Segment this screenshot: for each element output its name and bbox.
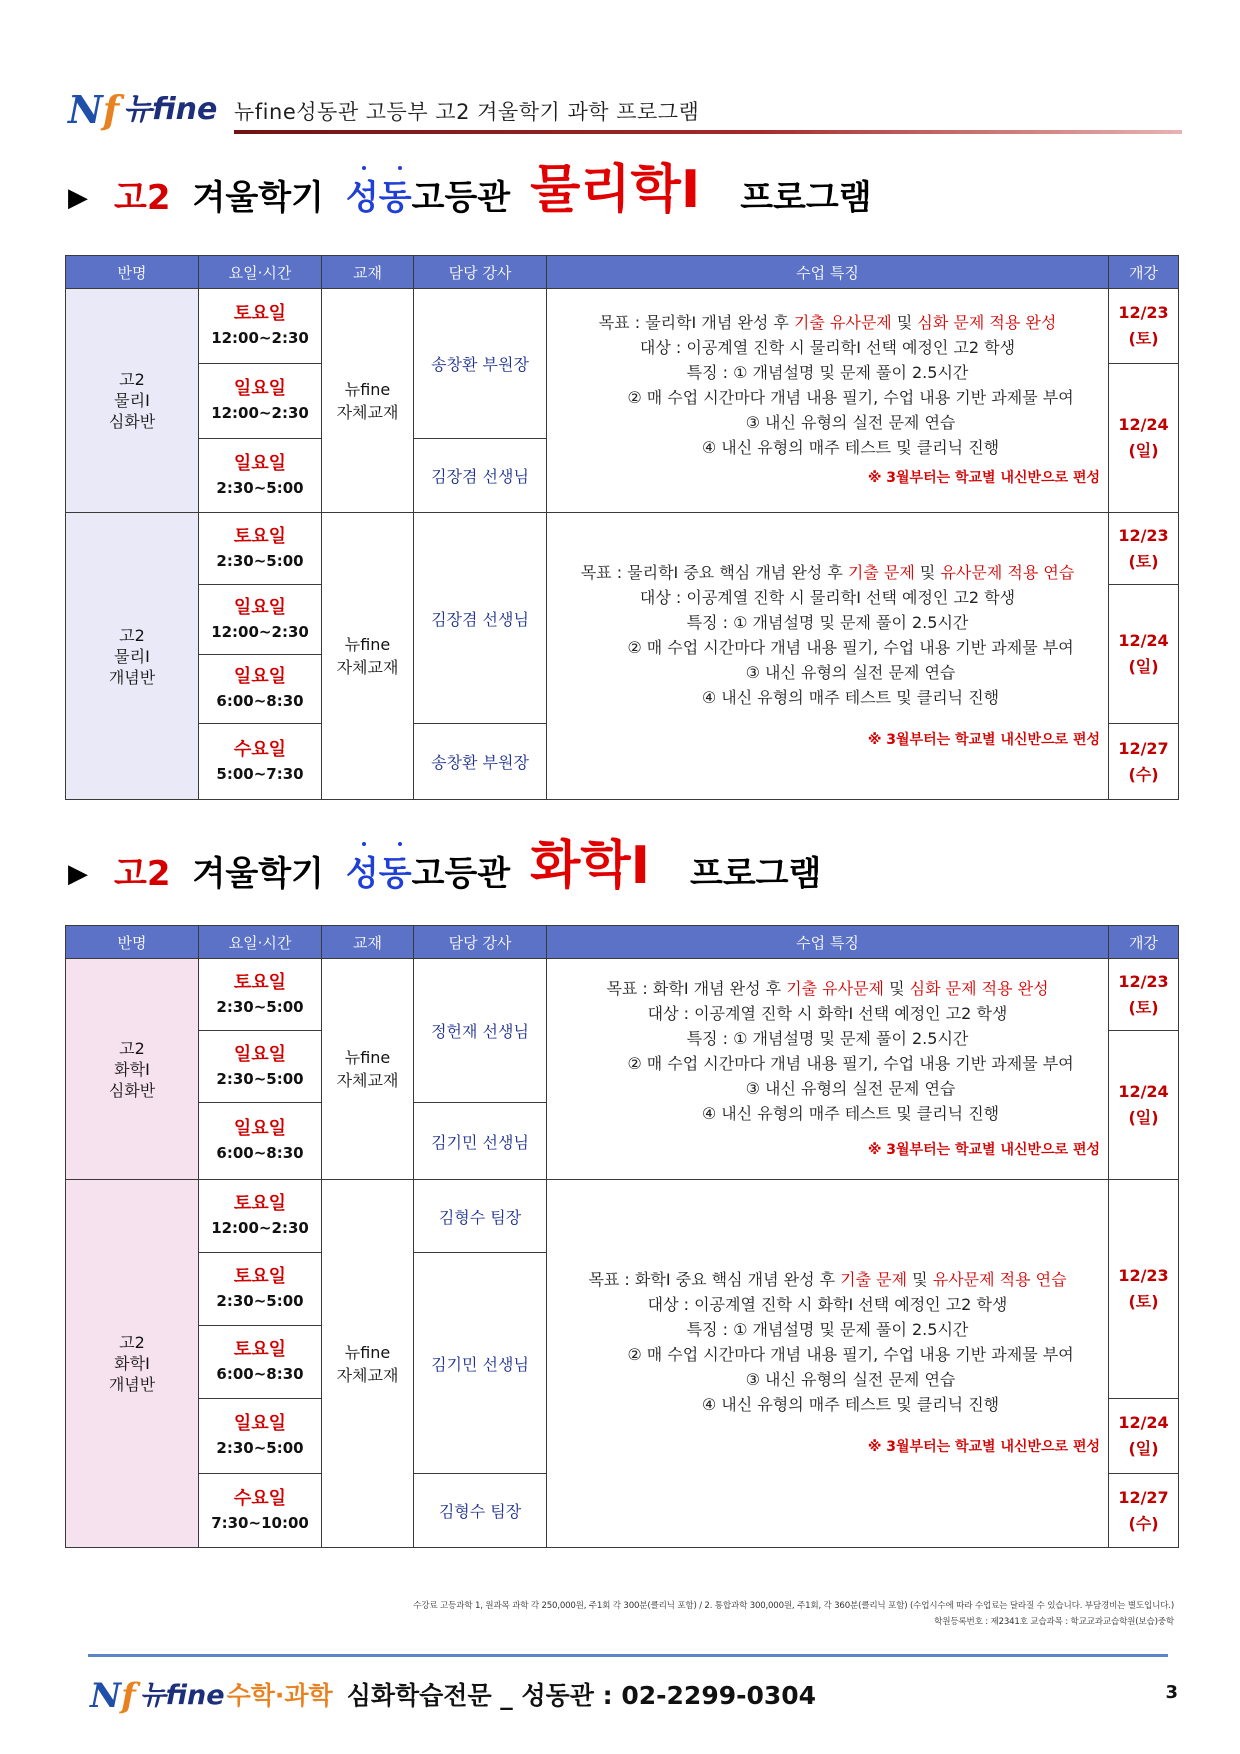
class-name-cell: 고2 화학Ⅰ 심화반 bbox=[66, 959, 199, 1180]
col-header-class: 반명 bbox=[66, 926, 199, 959]
logo-text: 뉴fine bbox=[123, 92, 218, 127]
header-divider bbox=[234, 130, 1182, 134]
class-name-cell: 고2 화학Ⅰ 개념반 bbox=[66, 1180, 199, 1548]
class-name-cell: 고2 물리Ⅰ 개념반 bbox=[66, 513, 199, 800]
col-header-open: 개강 bbox=[1109, 256, 1179, 289]
fee-line: 수강료 고등과학 1, 원과목 과학 각 250,000원, 주1회 각 300분(클리닉 포함) / 2. 통합과학 300,000원, 주1회, 각 360분(클리닉 포함) (수업시수에 따라 수업료는 달라질 수 있습니다. 부담경비는 별도입니다.) bbox=[413, 1601, 1174, 1611]
page-footer bbox=[90, 1670, 816, 1714]
day-time-cell: 토요일 12:00~2:30 bbox=[199, 289, 322, 364]
day-time-cell: 일요일 12:00~2:30 bbox=[199, 364, 322, 439]
teacher-cell: 김형수 팀장 bbox=[414, 1180, 547, 1253]
col-header-features: 수업 특징 bbox=[547, 926, 1109, 959]
day-time-cell: 일요일 2:30~5:00 bbox=[199, 1031, 322, 1103]
campus-label: 성동 bbox=[346, 854, 412, 894]
table-row bbox=[66, 1180, 1179, 1253]
subject-label: 물리학Ⅰ bbox=[530, 160, 701, 220]
day-time-cell: 일요일 12:00~2:30 bbox=[199, 585, 322, 655]
teacher-cell: 김장겸 선생님 bbox=[414, 439, 547, 513]
page-number: 3 bbox=[1165, 1682, 1178, 1703]
col-header-book: 교재 bbox=[322, 926, 414, 959]
class-features-cell: 목표 : 물리학Ⅰ 개념 완성 후 기출 유사문제 및 심화 문제 적용 완성 대상 : 이공계열 진학 시 물리학Ⅰ 선택 예정인 고2 학생 특징 : ① 개념설명 및 문제 풀이 2.5시간 ② 매 수업 시간마다 개념 내용 필기, 수업 내용 기반 과제물 부여 ③ 내신 유형의 실전 문제 연습 ④ 내신 유형의 매주 테스트 및 클리닉 진행 ※ 3월부터는 학교별 내신반으로 편성 bbox=[547, 289, 1109, 513]
col-header-open: 개강 bbox=[1109, 926, 1179, 959]
grade-label: 고2 bbox=[114, 854, 171, 894]
class-features-cell: 목표 : 물리학Ⅰ 중요 핵심 개념 완성 후 기출 문제 및 유사문제 적용 연습 대상 : 이공계열 진학 시 물리학Ⅰ 선택 예정인 고2 학생 특징 : ① 개념설명 및 문제 풀이 2.5시간 ② 매 수업 시간마다 개념 내용 필기, 수업 내용 기반 과제물 부여 ③ 내신 유형의 실전 문제 연습 ④ 내신 유형의 매주 테스트 및 클리닉 진행 ※ 3월부터는 학교별 내신반으로 편성 bbox=[547, 513, 1109, 800]
note-text: ※ 3월부터는 학교별 내신반으로 편성 bbox=[867, 1141, 1100, 1158]
footer-subjects: 수학·과학 bbox=[226, 1681, 333, 1710]
col-header-time: 요일·시간 bbox=[199, 926, 322, 959]
textbook-cell: 뉴fine 자체교재 bbox=[322, 959, 414, 1180]
teacher-cell: 정헌재 선생님 bbox=[414, 959, 547, 1103]
class-name-cell: 고2 물리Ⅰ 심화반 bbox=[66, 289, 199, 513]
open-date-cell: 12/27 (수) bbox=[1109, 1474, 1179, 1548]
col-header-features: 수업 특징 bbox=[547, 256, 1109, 289]
program-label: 프로그램 bbox=[740, 178, 872, 218]
teacher-cell: 김기민 선생님 bbox=[414, 1103, 547, 1180]
class-features-cell: 목표 : 화학Ⅰ 개념 완성 후 기출 유사문제 및 심화 문제 적용 완성 대상 : 이공계열 진학 시 화학Ⅰ 선택 예정인 고2 학생 특징 : ① 개념설명 및 문제 풀이 2.5시간 ② 매 수업 시간마다 개념 내용 필기, 수업 내용 기반 과제물 부여 ③ 내신 유형의 실전 문제 연습 ④ 내신 유형의 매주 테스트 및 클리닉 진행 ※ 3월부터는 학교별 내신반으로 편성 bbox=[547, 959, 1109, 1180]
header-title: 뉴fine성동관 고등부 고2 겨울학기 과학 프로그램 bbox=[234, 100, 700, 124]
chemistry-section-title bbox=[68, 838, 821, 894]
registration-line: 학원등록번호 : 제2341호 교습과목 : 학교교과교습학원(보습)중학 bbox=[934, 1617, 1174, 1627]
class-features-cell: 목표 : 화학Ⅰ 중요 핵심 개념 완성 후 기출 문제 및 유사문제 적용 연습 대상 : 이공계열 진학 시 화학Ⅰ 선택 예정인 고2 학생 특징 : ① 개념설명 및 문제 풀이 2.5시간 ② 매 수업 시간마다 개념 내용 필기, 수업 내용 기반 과제물 부여 ③ 내신 유형의 실전 문제 연습 ④ 내신 유형의 매주 테스트 및 클리닉 진행 ※ 3월부터는 학교별 내신반으로 편성 bbox=[547, 1180, 1109, 1548]
nf-logo-mark: Nf bbox=[90, 1676, 136, 1716]
day-time-cell: 일요일 2:30~5:00 bbox=[199, 1399, 322, 1474]
teacher-cell: 송창환 부원장 bbox=[414, 724, 547, 800]
open-date-cell: 12/24 (일) bbox=[1109, 1399, 1179, 1474]
col-header-class: 반명 bbox=[66, 256, 199, 289]
day-time-cell: 토요일 2:30~5:00 bbox=[199, 1253, 322, 1326]
teacher-cell: 송창환 부원장 bbox=[414, 289, 547, 439]
table-row bbox=[66, 513, 1179, 585]
open-date-cell: 12/23 (토) bbox=[1109, 959, 1179, 1031]
fee-footnote bbox=[214, 1598, 1174, 1630]
open-date-cell: 12/24 (일) bbox=[1109, 585, 1179, 724]
note-text: ※ 3월부터는 학교별 내신반으로 편성 bbox=[867, 1439, 1100, 1455]
textbook-cell: 뉴fine 자체교재 bbox=[322, 1180, 414, 1548]
day-time-cell: 토요일 6:00~8:30 bbox=[199, 1326, 322, 1399]
day-time-cell: 일요일 2:30~5:00 bbox=[199, 439, 322, 513]
note-text: ※ 3월부터는 학교별 내신반으로 편성 bbox=[867, 470, 1100, 486]
open-date-cell: 12/23 (토) bbox=[1109, 1180, 1179, 1399]
day-time-cell: 수요일 5:00~7:30 bbox=[199, 724, 322, 800]
note-text: ※ 3월부터는 학교별 내신반으로 편성 bbox=[867, 731, 1100, 748]
textbook-cell: 뉴fine 자체교재 bbox=[322, 513, 414, 800]
day-time-cell: 수요일 7:30~10:00 bbox=[199, 1474, 322, 1548]
campus-label: 성동 bbox=[346, 178, 412, 218]
teacher-cell: 김장겸 선생님 bbox=[414, 513, 547, 724]
col-header-teacher: 담당 강사 bbox=[414, 926, 547, 959]
footer-divider bbox=[88, 1654, 1168, 1657]
day-time-cell: 토요일 2:30~5:00 bbox=[199, 959, 322, 1031]
table-header-row bbox=[66, 256, 1179, 289]
col-header-teacher: 담당 강사 bbox=[414, 256, 547, 289]
term-label: 겨울학기 bbox=[192, 178, 324, 218]
term-label: 겨울학기 bbox=[192, 854, 324, 894]
day-time-cell: 일요일 6:00~8:30 bbox=[199, 655, 322, 724]
day-time-cell: 일요일 6:00~8:30 bbox=[199, 1103, 322, 1180]
school-label: 고등관 bbox=[411, 178, 511, 218]
open-date-cell: 12/24 (일) bbox=[1109, 1031, 1179, 1180]
logo-text: 뉴fine bbox=[139, 1680, 225, 1711]
subject-label: 화학Ⅰ bbox=[530, 836, 650, 896]
triangle-arrow-icon: ▶ bbox=[68, 859, 88, 889]
physics-section-title bbox=[68, 162, 872, 218]
day-time-cell: 토요일 12:00~2:30 bbox=[199, 1180, 322, 1253]
newfine-logo bbox=[68, 86, 217, 130]
grade-label: 고2 bbox=[114, 178, 171, 218]
table-header-row bbox=[66, 926, 1179, 959]
program-label: 프로그램 bbox=[689, 854, 822, 894]
chemistry-schedule-table bbox=[65, 925, 1179, 1548]
col-header-book: 교재 bbox=[322, 256, 414, 289]
textbook-cell: 뉴fine 자체교재 bbox=[322, 289, 414, 513]
teacher-cell: 김기민 선생님 bbox=[414, 1253, 547, 1474]
nf-logo-mark: Nf bbox=[68, 87, 120, 132]
table-row bbox=[66, 959, 1179, 1031]
physics-schedule-table bbox=[65, 255, 1179, 800]
col-header-time: 요일·시간 bbox=[199, 256, 322, 289]
open-date-cell: 12/24 (일) bbox=[1109, 364, 1179, 513]
table-row bbox=[66, 289, 1179, 364]
triangle-arrow-icon: ▶ bbox=[68, 183, 88, 213]
page-header bbox=[68, 80, 1183, 140]
open-date-cell: 12/23 (토) bbox=[1109, 513, 1179, 585]
footer-contact: 심화학습전문 _ 성동관 : 02-2299-0304 bbox=[346, 1681, 817, 1710]
school-label: 고등관 bbox=[411, 854, 511, 894]
open-date-cell: 12/27 (수) bbox=[1109, 724, 1179, 800]
teacher-cell: 김형수 팀장 bbox=[414, 1474, 547, 1548]
day-time-cell: 토요일 2:30~5:00 bbox=[199, 513, 322, 585]
open-date-cell: 12/23 (토) bbox=[1109, 289, 1179, 364]
